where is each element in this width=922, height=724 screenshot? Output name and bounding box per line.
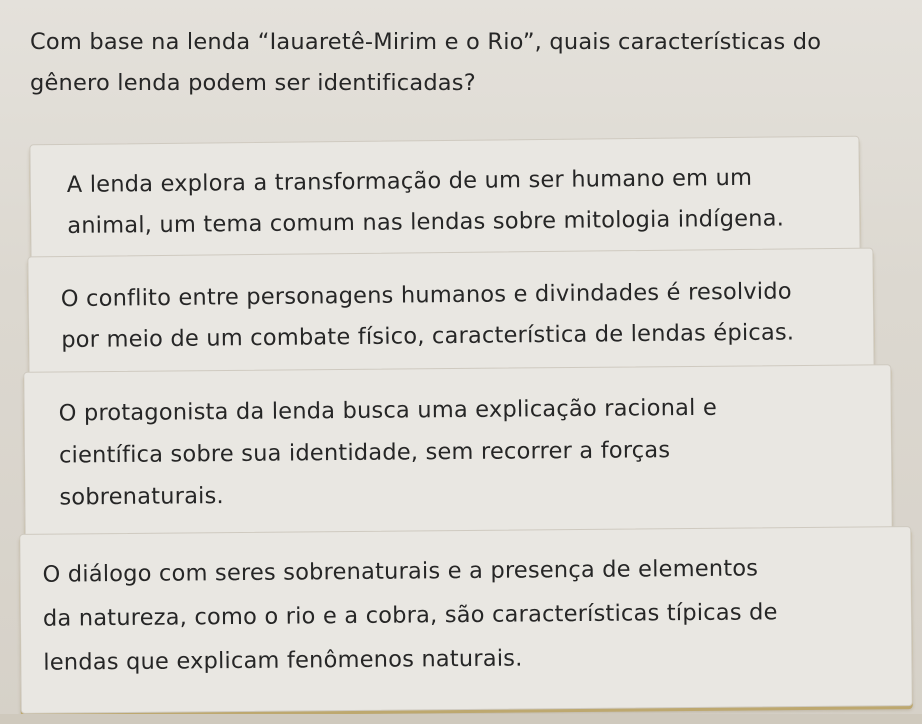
answer-option-1[interactable] bbox=[29, 136, 860, 263]
option-text-line: sobrenaturais. bbox=[59, 483, 224, 511]
option-text-line: O conflito entre personagens humanos e divindades é resolvido bbox=[60, 278, 792, 313]
option-text-line: animal, um tema comum nas lendas sobre mitologia indígena. bbox=[67, 205, 785, 239]
answer-option-4[interactable] bbox=[19, 526, 913, 714]
question-line: gênero lenda podem ser identificadas? bbox=[30, 70, 476, 96]
option-text-line: O protagonista da lenda busca uma explicação racional e bbox=[58, 394, 718, 427]
answer-option-2[interactable] bbox=[27, 248, 874, 381]
option-text-line: lendas que explicam fenômenos naturais. bbox=[43, 645, 523, 676]
page-bottom-edge bbox=[0, 714, 922, 724]
option-text-line: A lenda explora a transformação de um ser humano em um bbox=[66, 164, 753, 198]
option-text-line: por meio de um combate físico, característica de lendas épicas. bbox=[61, 319, 795, 354]
option-text-line: científica sobre sua identidade, sem recorrer a forças bbox=[58, 437, 671, 469]
option-text-line: da natureza, como o rio e a cobra, são características típicas de bbox=[42, 599, 778, 632]
answer-option-3[interactable] bbox=[23, 364, 892, 540]
question-text bbox=[30, 22, 860, 104]
question-line: Com base na lenda “Iauaretê-Mirim e o Rio”, quais características do bbox=[30, 29, 822, 55]
option-text-line: O diálogo com seres sobrenaturais e a presença de elementos bbox=[42, 555, 759, 588]
